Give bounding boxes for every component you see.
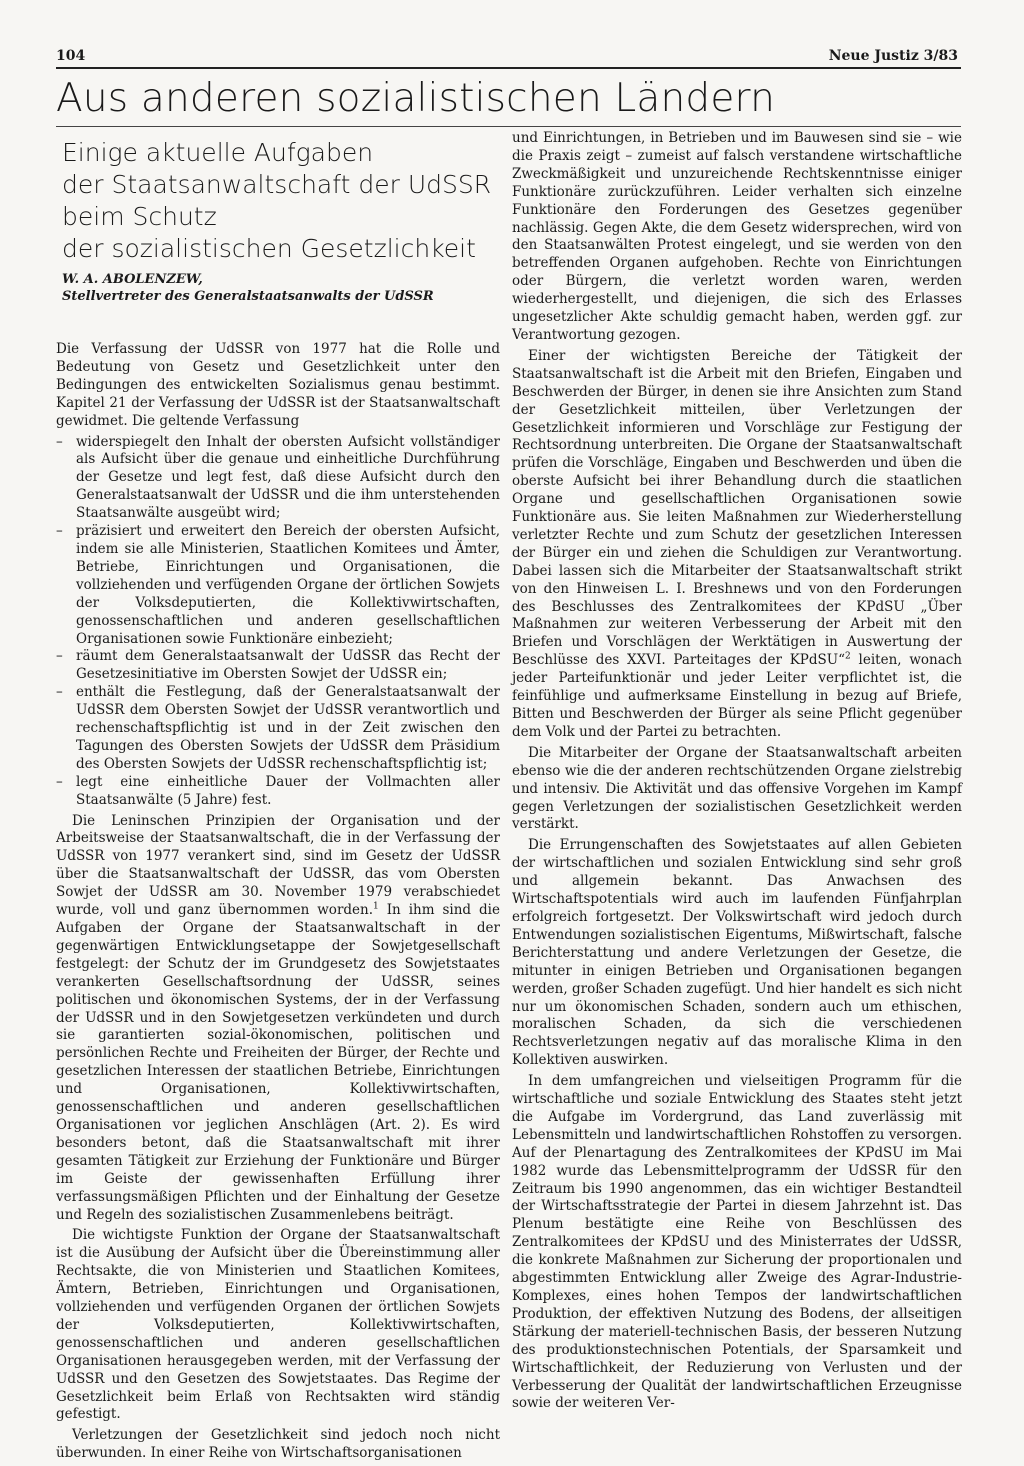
right-column	[512, 130, 962, 1416]
paragraph-text: In ihm sind die Aufgaben der Organe der Staatsanwaltschaft in der gegenwärtigen Entwicklungsetappe der Sowjetgesellschaft festgelegt: der Schutz der im Grundgesetz des Sowjetstaates verankerten Gesellschaftsordnung der UdSSR, seines politischen und ökonomischen Systems, der in der Verfassung der UdSSR und in den Sowjetgesetzen verkündeten und durch sie garantierten sozial-ökonomischen, politischen und persönlichen Rechte und Freiheiten der Bürger, der Rechte und gesetzlichen Interessen der staatlichen Betriebe, Einrichtungen und Organisationen, Kollektivwirtschaften, genossenschaftlichen und anderen gesellschaftlichen Organisationen vor jeglichen Anschlägen (Art. 2). Es wird besonders betont, daß die Staatsanwaltschaft mit ihrer gesamten Tätigkeit zur Erziehung der Funktionäre und Bürger im Geiste der gewissenhaften Erfüllung ihrer verfassungsmäßigen Pflichten und der Einhaltung der Gesetze und Regeln des sozialistischen Zusammenlebens beiträgt.	[56, 902, 500, 1223]
left-body	[56, 341, 500, 1463]
article-title-line: der sozialistischen Gesetzlichkeit	[62, 234, 476, 263]
right-body	[512, 130, 962, 1413]
author-role: Stellvertreter des Generalstaatsanwalts der UdSSR	[62, 289, 434, 304]
list-item: – räumt dem Generalstaatsanwalt der UdSSR das Recht der Gesetzesinitiative im Obersten Sowjet der UdSSR ein;	[56, 648, 500, 684]
paragraph-text: Einer der wichtigsten Bereiche der Tätigkeit der Staatsanwaltschaft ist die Arbeit mit den Briefen, Eingaben und Beschwerden der Bürger, in denen sie ihre Ansichten zum Stand der Gesetzlichkeit mitteilen, über Verletzungen der Gesetzlichkeit informieren und Vorschläge zur Festigung der Rechtsordnung unterbreiten. Die Organe der Staatsanwaltschaft prüfen die Vorschläge, Eingaben und Beschwerden und üben die oberste Aufsicht bei ihrer Behandlung durch die staatlichen Organe und gesellschaftlichen Organisationen sowie Funktionäre aus. Sie leiten Maßnahmen zur Wiederherstellung verletzter Rechte und zum Schutz der gesetzlichen Interessen der Bürger ein und ziehen die Schuldigen zur Verantwortung. Dabei lassen sich die Mitarbeiter der Staatsanwaltschaft strikt von den Hinweisen L. I. Breshnews und von den Forderungen des Beschlusses des Zentralkomitees der KPdSU „Über Maßnahmen zur weiteren Verbesserung der Arbeit mit den Briefen und Vorschlägen der Werktätigen in Auswertung der Beschlüsse des XXVI. Parteitages der KPdSU“	[512, 347, 962, 669]
constitution-list	[56, 434, 500, 810]
article-title-line: beim Schutz	[62, 202, 217, 231]
paragraph: Verletzungen der Gesetzlichkeit sind jedoch noch nicht überwunden. In einer Reihe von Wirtschaftsorganisationen	[56, 1427, 500, 1462]
paragraph: und Einrichtungen, in Betrieben und im Bauwesen sind sie – wie die Praxis zeigt – zumeist auf falsch verstandene wirtschaftliche Zweckmäßigkeit und unzureichende Rechtskenntnisse einiger Funktionäre zurückzuführen. Leider verhalten sich einzelne Funktionäre den Forderungen des Gesetzes gegenüber nachlässig. Gegen Akte, die dem Gesetz widersprechen, wird von den Staatsanwälten Protest eingelegt, und sie werden von den betreffenden Organen aufgehoben. Rechte von Einrichtungen oder Bürgern, die verletzt worden waren, werden wiederhergestellt, und diejenigen, die sich des Erlasses ungesetzlicher Akte schuldig gemacht haben, werden ggf. zur Verantwortung gezogen.	[512, 130, 962, 343]
paragraph	[56, 813, 500, 1225]
section-rule	[56, 126, 961, 127]
article-title-line: Einige aktuelle Aufgaben	[62, 138, 374, 167]
paragraph: Die Mitarbeiter der Organe der Staatsanwaltschaft arbeiten ebenso wie die der anderen rechtschützenden Organe zielstrebig und intensiv. Die Aktivität und das offensive Vorgehen im Kampf gegen Verletzungen der sozialistischen Gesetzlichkeit werden verstärkt.	[512, 744, 962, 833]
journal-issue: Neue Justiz 3/83	[828, 48, 958, 64]
footnote-ref: 1	[373, 901, 379, 912]
list-item: – widerspiegelt den Inhalt der obersten Aufsicht vollständiger als Aufsicht über die genaue und einheitliche Durchführung der Gesetze und legt fest, daß diese Aufsicht durch den Generalstaatsanwalt der UdSSR und die ihm unterstehenden Staatsanwälte ausgeübt wird;	[56, 434, 500, 524]
paragraph-text: leiten, wonach jeder Parteifunktionär und jeder Leiter verpflichtet ist, die feinfühlige und aufmerksame Einstellung in bezug auf Briefe, Bitten und Beschwerden der Bürger als seine Pflicht gegenüber dem Volk und der Partei zu betrachten.	[512, 652, 962, 740]
article-title-line: der Staatsanwaltschaft der UdSSR	[62, 170, 492, 199]
paragraph: Die Errungenschaften des Sowjetstaates auf allen Gebieten der wirtschaftlichen und sozialen Entwicklung sind sehr groß und allgemein bekannt. Das Anwachsen des Wirtschaftspotentials wird auch im laufenden Fünfjahrplan erfolgreich fortgesetzt. Der Volkswirtschaft wird jedoch durch Entwendungen sozialistischen Eigentums, Mißwirtschaft, falsche Berichterstattung und andere Verletzungen der Gesetze, die mitunter in einigen Betrieben und Organisationen begangen werden, großer Schaden zugefügt. Und hier handelt es sich nicht nur um ökonomischen Schaden, sondern auch um ethischen, moralischen Schaden, da sich die verschiedenen Rechtsverletzungen negativ auf das moralische Klima in den Kollektiven auswirken.	[512, 837, 962, 1069]
paragraph	[512, 348, 962, 742]
paragraph: In dem umfangreichen und vielseitigen Programm für die wirtschaftliche und soziale Entwicklung des Staates steht jetzt die Aufgabe im Vordergrund, das Land zuverlässig mit Lebensmitteln und landwirtschaftlichen Rohstoffen zu versorgen. Auf der Plenartagung des Zentralkomitees der KPdSU im Mai 1982 wurde das Lebensmittelprogramm der UdSSR für den Zeitraum bis 1990 angenommen, das ein wichtiger Bestandteil der Wirtschaftsstrategie der Partei in diesem Jahrzehnt ist. Das Plenum bestätigte eine Reihe von Beschlüssen des Zentralkomitees der KPdSU und des Ministerrates der UdSSR, die konkrete Maßnahmen zur Sicherung der proportionalen und abgestimmten Entwicklung aller Zweige des Agrar-Industrie-Komplexes, eines hohen Tempos der landwirtschaftlichen Produktion, der effektiven Nutzung des Bodens, der allseitigen Stärkung der materiell-technischen Basis, der besseren Nutzung des produktionstechnischen Potentials, der Sparsamkeit und Wirtschaftlichkeit, der Reduzierung von Verlusten und der Verbesserung der Qualität der landwirtschaftlichen Erzeugnisse sowie der weiteren Ver-	[512, 1073, 962, 1412]
list-item: – präzisiert und erweitert den Bereich der obersten Aufsicht, indem sie alle Ministerien, Staatlichen Komitees und Ämter, Betriebe, Einrichtungen und Organisationen, die vollziehenden und verfügenden Organe der örtlichen Sowjets der Volksdeputierten, die Kollektivwirtschaften, genossenschaftlichen und anderen gesellschaftlichen Organisationen sowie Funktionäre einbezieht;	[56, 523, 500, 648]
author-name: W. A. ABOLENZEW,	[62, 272, 203, 287]
list-item: – enthält die Festlegung, daß der Generalstaatsanwalt der UdSSR dem Obersten Sowjet der UdSSR verantwortlich und rechenschaftspflichtig ist und in der Zeit zwischen den Tagungen des Obersten Sowjets der UdSSR dem Präsidium des Obersten Sowjets der UdSSR rechenschaftspflichtig ist;	[56, 684, 500, 774]
list-item: – legt eine einheitliche Dauer der Vollmachten aller Staatsanwälte (5 Jahre) fest.	[56, 774, 500, 810]
paragraph-text: Die Leninschen Prinzipien der Organisation und der Arbeitsweise der Staatsanwaltschaft, die in der Verfassung der UdSSR von 1977 verankert sind, sind im Gesetz der UdSSR über die Staatsanwaltschaft der UdSSR, das vom Obersten Sowjet der UdSSR am 30. November 1979 verabschiedet wurde, voll und ganz übernommen worden.	[56, 812, 500, 919]
header-rule	[56, 67, 961, 69]
footnote-ref: 2	[845, 651, 851, 662]
left-column	[56, 137, 500, 1466]
paragraph: Die Verfassung der UdSSR von 1977 hat die Rolle und Bedeutung von Gesetz und Gesetzlichkeit unter den Bedingungen des entwickelten Sozialismus genau bestimmt. Kapitel 21 der Verfassung der UdSSR ist der Staatsanwaltschaft gewidmet. Die geltende Verfassung	[56, 341, 500, 429]
section-title: Aus anderen sozialistischen Ländern	[56, 76, 776, 121]
paragraph: Die wichtigste Funktion der Organe der Staatsanwaltschaft ist die Ausübung der Aufsicht über die Übereinstimmung aller Rechtsakte, die von Ministerien und Staatlichen Komitees, Ämtern, Betrieben, Einrichtungen und Organisationen, vollziehenden und verfügenden Organen der örtlichen Sowjets der Volksdeputierten, Kollektivwirtschaften, genossenschaftlichen und anderen gesellschaftlichen Organisationen herausgegeben werden, mit der Verfassung der UdSSR und den Gesetzen des Sowjetstaates. Das Regime der Gesetzlichkeit beim Erlaß von Rechtsakten wird ständig gefestigt.	[56, 1227, 500, 1423]
article-title	[62, 137, 500, 265]
author-block	[62, 271, 500, 305]
running-header	[56, 48, 958, 68]
page-number: 104	[56, 48, 86, 64]
